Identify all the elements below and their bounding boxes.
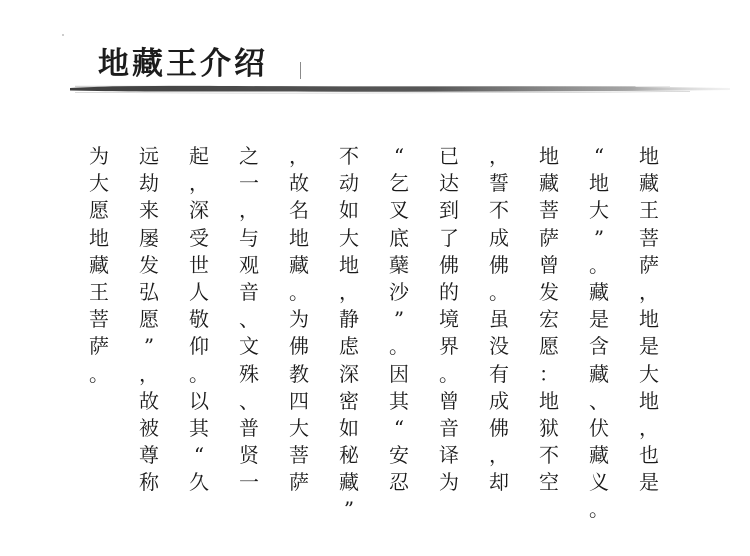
text-char: 藏 [589,443,609,468]
text-char: 藏 [639,171,659,196]
text-char: 敬 [189,307,209,332]
text-char: 地 [639,307,659,332]
text-char: 空 [539,470,559,495]
text-char: 来 [139,198,159,223]
text-char: 佛 [289,334,309,359]
text-char: 深 [189,198,209,223]
text-char: 称 [139,470,159,495]
text-char: 没 [489,334,509,359]
text-char: 音 [439,415,459,440]
text-char: 藏 [289,252,309,277]
text-char: 地 [639,144,659,168]
text-char: 愿 [539,334,559,359]
text-char: 为 [89,144,109,168]
text-char: ， [189,171,209,196]
text-char: 动 [339,171,359,196]
text-char: 文 [239,334,259,359]
text-char: ， [639,279,659,304]
text-char: 普 [239,415,259,440]
text-char: 藏 [589,279,609,304]
text-char: 的 [439,279,459,304]
text-char: 弘 [139,279,159,304]
text-char: ， [489,144,509,168]
text-column [384,143,414,496]
decorative-dot [62,34,64,36]
text-char: 是 [639,334,659,359]
text-char: 之 [239,144,259,168]
brush-stroke-divider [70,83,730,95]
text-char: 愿 [139,307,159,332]
text-char: 发 [139,252,159,277]
text-char: 藏 [339,470,359,495]
text-char: 王 [639,198,659,223]
text-char: 是 [589,307,609,332]
text-char: 屡 [139,225,159,250]
text-char: 萨 [639,252,659,277]
text-char: 、 [239,307,259,332]
text-char: 义 [589,470,609,495]
text-char: 了 [439,225,459,250]
text-char: 蘖 [389,252,409,277]
text-char: 藏 [539,171,559,196]
text-char: 成 [489,388,509,413]
text-char: 久 [189,470,209,495]
text-char: 地 [89,225,109,250]
text-char: 伏 [589,415,609,440]
text-char: 已 [439,144,459,168]
text-char: 菩 [539,198,559,223]
text-char: 深 [339,361,359,386]
text-char: ， [139,361,159,386]
text-char: 乞 [389,171,409,196]
text-char: 观 [239,252,259,277]
text-char: 萨 [539,225,559,250]
text-char: 是 [639,470,659,495]
text-column [634,143,664,496]
text-char: 不 [489,198,509,223]
text-column [334,143,364,524]
text-char: 被 [139,415,159,440]
text-char: 、 [589,388,609,413]
header [0,0,750,110]
text-char: 却 [489,470,509,495]
text-char: 成 [489,225,509,250]
text-char: 大 [289,415,309,440]
text-char: 藏 [589,361,609,386]
page-title: 地藏王介绍 [98,46,268,82]
text-char: 地 [289,225,309,250]
text-char: 。 [89,361,109,386]
text-char: 大 [639,361,659,386]
text-char: “ [393,415,405,440]
text-char: 曾 [539,252,559,277]
text-char: 以 [189,388,209,413]
text-char: 沙 [389,279,409,304]
text-char: 愿 [89,198,109,223]
text-char: 与 [239,225,259,250]
text-char: 如 [339,415,359,440]
text-char: ， [339,279,359,304]
text-char: 。 [589,497,609,522]
text-char: 。 [589,252,609,277]
text-char: 为 [439,470,459,495]
text-char: 故 [139,388,159,413]
text-char: 到 [439,198,459,223]
text-column [284,143,314,496]
text-char: 发 [539,279,559,304]
text-char: 虽 [489,307,509,332]
text-char: 宏 [539,307,559,332]
text-char: 殊 [239,361,259,386]
text-column [84,143,114,388]
text-char: ， [489,443,509,468]
text-char: 四 [289,388,309,413]
text-char: ： [539,361,559,386]
text-char: ” [393,307,405,332]
text-char: 、 [239,388,259,413]
text-char: 为 [289,307,309,332]
text-char: 萨 [89,334,109,359]
text-char: 贤 [239,443,259,468]
text-char: 地 [639,388,659,413]
text-char: 音 [239,279,259,304]
title-divider [300,62,301,79]
text-char: 一 [239,470,259,495]
text-char: 地 [539,388,559,413]
text-char: 萨 [289,470,309,495]
text-char: 地 [589,171,609,196]
text-char: 译 [439,443,459,468]
text-column [484,143,514,496]
text-char: 菩 [289,443,309,468]
text-char: “ [593,144,605,168]
text-char: ， [239,198,259,223]
text-char: 菩 [89,307,109,332]
text-char: 其 [189,415,209,440]
text-char: ， [639,415,659,440]
text-char: 虑 [339,334,359,359]
text-char: 秘 [339,443,359,468]
text-char: 誓 [489,171,509,196]
text-char: “ [393,144,405,168]
text-char: 狱 [539,415,559,440]
text-char: 藏 [89,252,109,277]
text-char: 地 [539,144,559,168]
text-char: 。 [489,279,509,304]
text-char: ， [289,144,309,168]
text-char: 如 [339,198,359,223]
text-char: 不 [339,144,359,168]
text-char: 劫 [139,171,159,196]
text-char: 世 [189,252,209,277]
text-char: 远 [139,144,159,168]
text-char: 。 [189,361,209,386]
text-char: 佛 [439,252,459,277]
text-char: ” [143,334,155,359]
text-char: 教 [289,361,309,386]
text-char: 叉 [389,198,409,223]
text-column [184,143,214,496]
text-char: 不 [539,443,559,468]
text-char: 地 [339,252,359,277]
text-char: 起 [189,144,209,168]
text-char: 王 [89,279,109,304]
text-char: 其 [389,388,409,413]
text-char: 人 [189,279,209,304]
text-char: 菩 [639,225,659,250]
text-char: 安 [389,443,409,468]
text-char: 静 [339,307,359,332]
text-char: 。 [439,361,459,386]
text-char: 忍 [389,470,409,495]
text-column [434,143,464,496]
text-char: 含 [589,334,609,359]
text-char: 密 [339,388,359,413]
text-char: “ [193,443,205,468]
text-char: 尊 [139,443,159,468]
text-char: 底 [389,225,409,250]
text-char: 佛 [489,252,509,277]
text-char: 曾 [439,388,459,413]
text-char: ” [343,497,355,522]
text-char: 达 [439,171,459,196]
text-char: 受 [189,225,209,250]
text-char: 大 [339,225,359,250]
text-column [584,143,614,524]
text-char: 因 [389,361,409,386]
text-char: 大 [89,171,109,196]
text-char: ” [593,225,605,250]
text-column [234,143,264,496]
text-char: 名 [289,198,309,223]
text-char: 有 [489,361,509,386]
text-char: 也 [639,443,659,468]
text-char: 界 [439,334,459,359]
text-char: 故 [289,171,309,196]
text-column [534,143,564,496]
text-char: 仰 [189,334,209,359]
text-char: 。 [389,334,409,359]
text-column [134,143,164,496]
text-char: 一 [239,171,259,196]
text-char: 。 [289,279,309,304]
text-char: 境 [439,307,459,332]
text-char: 佛 [489,415,509,440]
text-char: 大 [589,198,609,223]
